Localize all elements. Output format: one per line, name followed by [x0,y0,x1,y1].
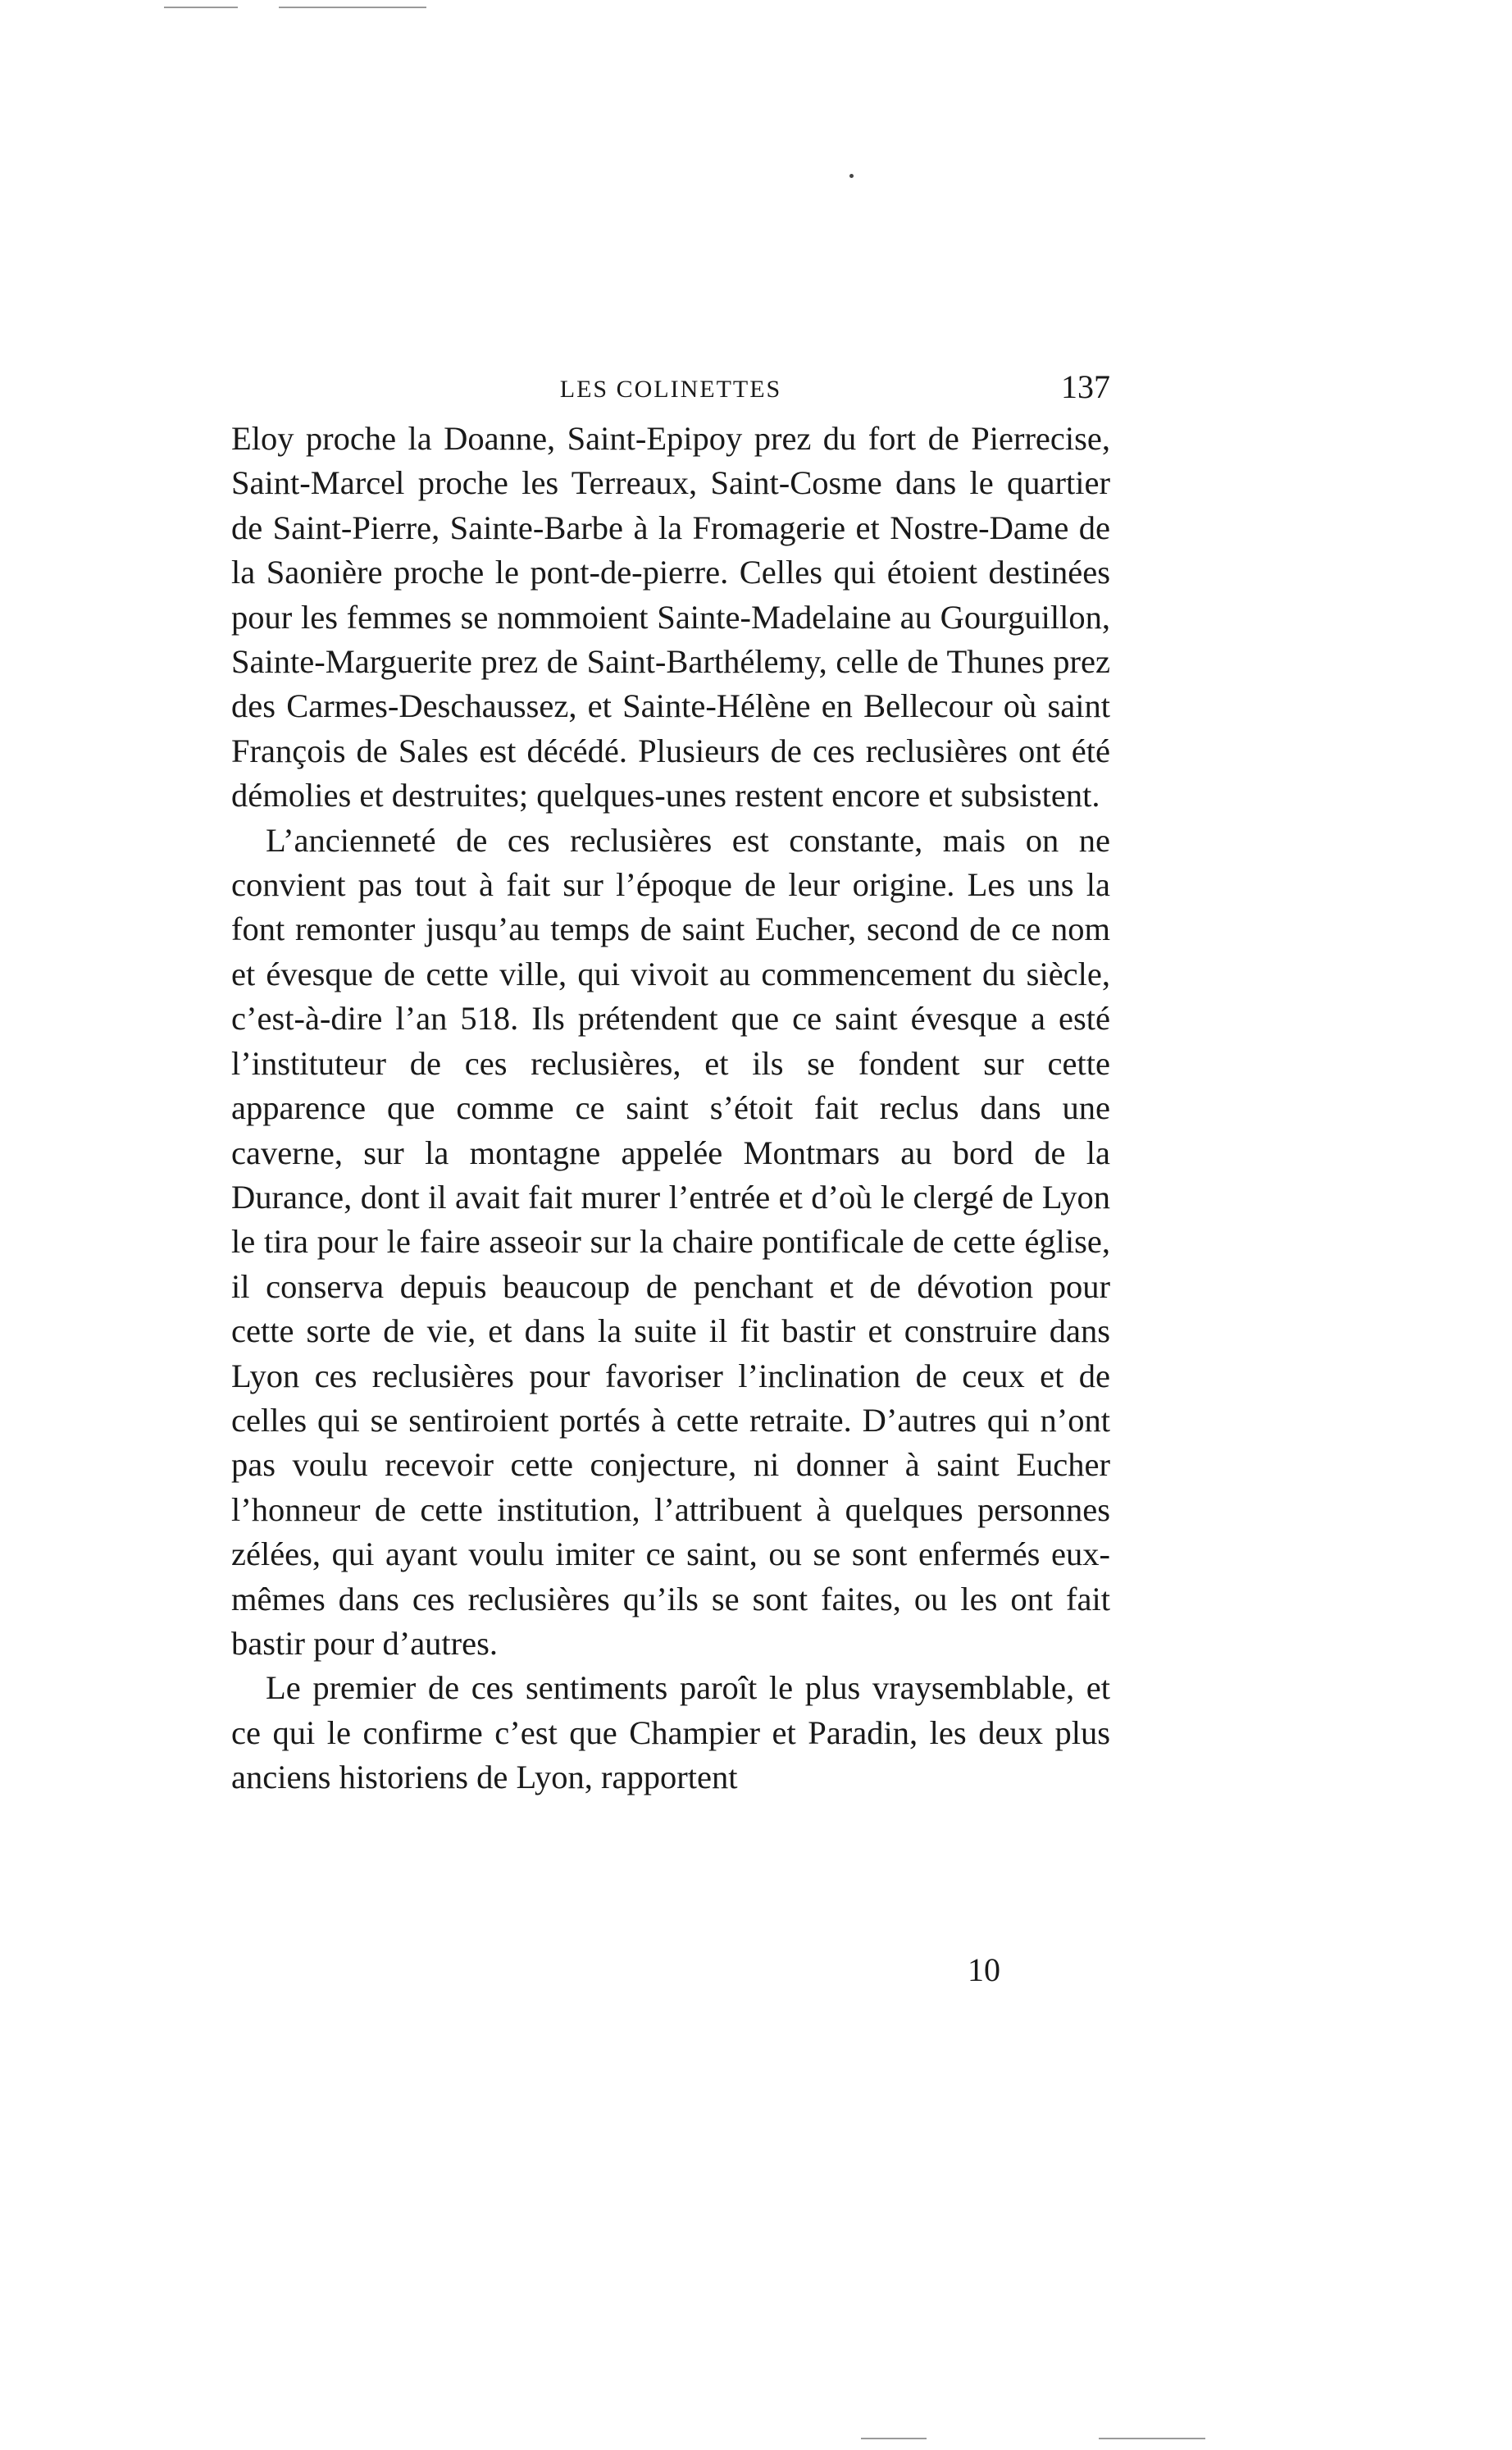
ink-speck [849,174,854,178]
paragraph: L’ancienneté de ces reclusières est constante, mais on ne convient pas tout à fait sur l’époque de leur origine. Les uns la font remonter jusqu’au temps de saint Eucher, second de ce nom et évesque de cette ville, qui vivoit au commencement du siècle, c’est-à-dire l’an 518. Ils prétendent que ce saint évesque a esté l’instituteur de ces reclusières, et ils se fondent sur cette apparence que comme ce saint s’étoit fait reclus dans une caverne, sur la montagne appelée Montmars au bord de la Durance, dont il avait fait murer l’entrée et d’où le clergé de Lyon le tira pour le faire asseoir sur la chaire pontificale de cette église, il conserva depuis beaucoup de penchant et de dévotion pour cette sorte de vie, et dans la suite il fit bastir et construire dans Lyon ces reclusières pour favoriser l’inclination de ceux et de celles qui se sentiroient portés à cette retraite. D’autres qui n’ont pas voulu recevoir cette conjecture, ni donner à saint Eucher l’honneur de cette institution, l’attribuent à quelques personnes zélées, qui ayant voulu imiter ce saint, ou se sont enfermés eux-mêmes dans ces reclusières qu’ils se sont faites, ou les ont fait bastir pour d’autres. [231,821,1110,1662]
paragraph-continued: Eloy proche la Doanne, Saint-Epipoy prez du fort de Pierrecise, Saint-Marcel proche les Terreaux, Saint-Cosme dans le quartier de Saint-Pierre, Sainte-Barbe à la Fromagerie et Nostre-Dame de la Saonière proche le pont-de-pierre. Celles qui étoient destinées pour les femmes se nommoient Sainte-Madelaine au Gourguillon, Sainte-Marguerite prez de Saint-Barthélemy, celle de Thunes prez des Carmes-Deschaussez, et Sainte-Hélène en Bellecour où saint François de Sales est décédé. Plusieurs de ces reclusières ont été démolies et destruites; quelques-unes restent encore et subsistent. [231,420,1110,814]
page-number: 137 [1061,368,1110,405]
scan-edge-mark-bottom [861,2438,927,2439]
scan-edge-mark-bottom [1099,2438,1205,2439]
running-title: LES COLINETTES [559,376,782,403]
scan-edge-mark-top [164,7,238,8]
body-text [231,417,1110,1800]
running-head [231,361,1110,410]
paragraph: Le premier de ces sentiments paroît le plus vraysemblable, et ce qui le confirme c’est que Champier et Paradin, les deux plus anciens historiens de Lyon, rapportent [231,1669,1110,1796]
signature-mark: 10 [968,1951,1000,1988]
scan-edge-mark-top [279,7,426,8]
